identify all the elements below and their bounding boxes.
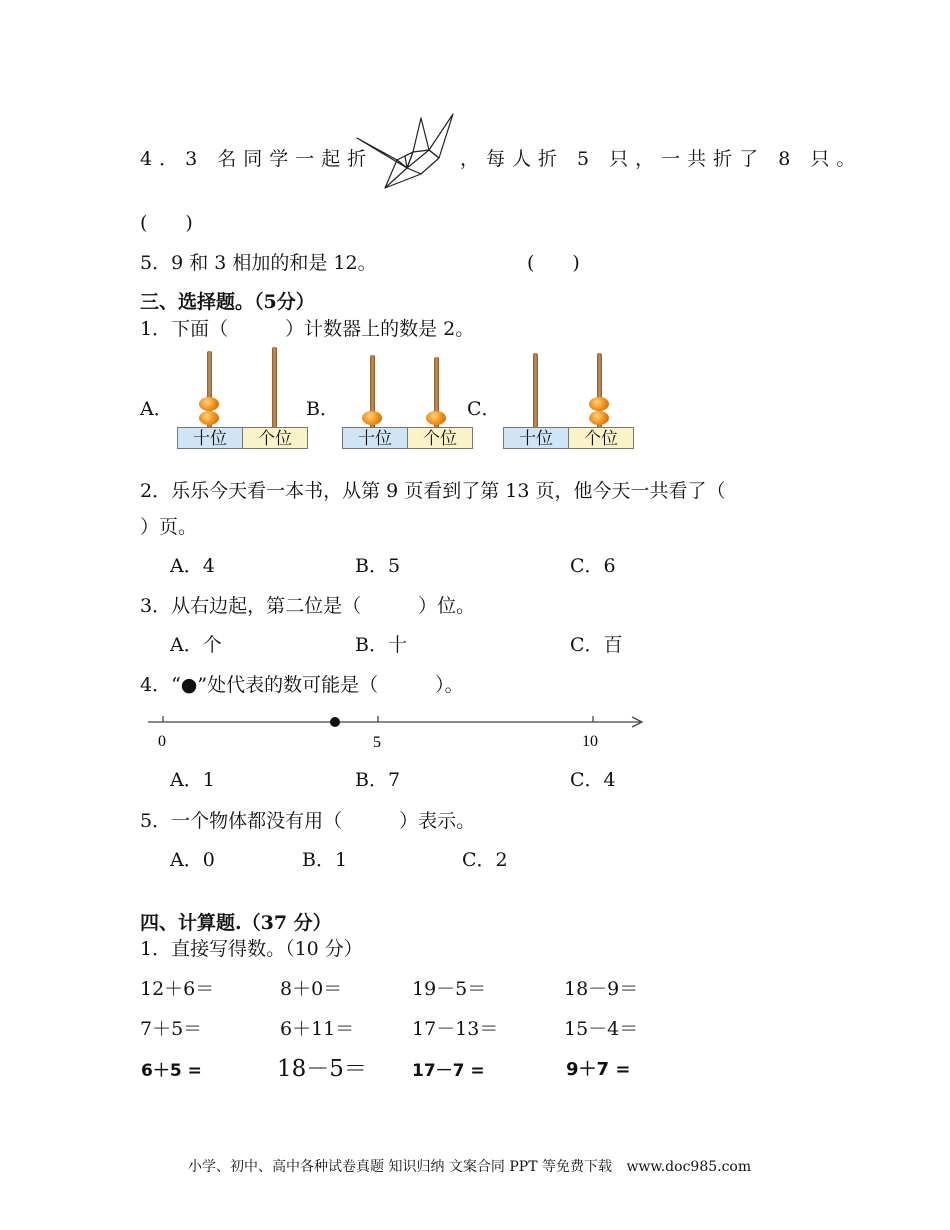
footer-bar [188, 1156, 751, 1176]
number-line-dot [330, 717, 340, 727]
choice-q3-text: 3．从右边起，第二位是（ ）位。 [140, 595, 476, 617]
bead [589, 411, 609, 425]
choice-q3-option-a[interactable]: A．个 [170, 634, 222, 656]
tens-label: 十位 [503, 427, 569, 449]
choice-q5-text: 5．一个物体都没有用（ ）表示。 [140, 810, 476, 832]
ones-label: 个位 [568, 427, 634, 449]
footer-url[interactable]: www.doc985.com [626, 1159, 752, 1175]
calc-heading: 四、计算题.（37 分） [140, 912, 332, 934]
choice-q4-option-c[interactable]: C．4 [570, 769, 616, 791]
paper-crane-icon [355, 110, 455, 190]
calc-r1-c2: 8＋0＝ [280, 978, 343, 1000]
calc-sub1: 1．直接写得数。（10 分） [140, 938, 363, 960]
tick-label-5: 5 [373, 734, 381, 751]
abacus-option-c[interactable] [503, 345, 635, 451]
tens-rod [533, 353, 538, 429]
bead [362, 411, 382, 425]
choice-q5-option-b[interactable]: B．1 [302, 849, 348, 871]
tens-label: 十位 [342, 427, 408, 449]
choice-q2-option-b[interactable]: B．5 [355, 555, 401, 577]
choice-q5-option-c[interactable]: C．2 [462, 849, 508, 871]
choice-q1-option-a-label[interactable]: A． [140, 398, 173, 420]
choice-q1-option-c-label[interactable]: C． [467, 398, 501, 420]
choice-q2-option-a[interactable]: A．4 [170, 555, 215, 577]
choice-q2-option-c[interactable]: C．6 [570, 555, 616, 577]
calc-r1-c4: 18－9＝ [564, 978, 639, 1000]
judge-q4-part1: 4．3 名同学一起折 [140, 148, 374, 170]
judge-q5-text: 5．9 和 3 相加的和是 12。 [140, 252, 377, 274]
choice-q3-option-c[interactable]: C．百 [570, 634, 623, 656]
ones-label: 个位 [407, 427, 473, 449]
calc-r3-c2: 18－5＝ [277, 1056, 367, 1082]
bead [589, 397, 609, 411]
choice-q4-text: 4．“●”处代表的数可能是（ ）。 [140, 674, 464, 696]
choice-q1-option-b-label[interactable]: B． [306, 398, 339, 420]
choice-q2-line2: ）页。 [140, 516, 198, 538]
bead [426, 411, 446, 425]
calc-r3-c4: 9＋7 = [566, 1059, 631, 1080]
choice-q1-text: 1．下面（ ）计数器上的数是 2。 [140, 318, 475, 340]
tick-label-0: 0 [158, 733, 166, 750]
bead [199, 397, 219, 411]
judge-q5-answer-bracket[interactable]: ( ) [527, 252, 580, 274]
tens-label: 十位 [177, 427, 243, 449]
calc-r1-c3: 19－5＝ [412, 978, 487, 1000]
number-line [145, 708, 650, 754]
choice-heading: 三、选择题。（5分） [140, 291, 315, 313]
choice-q5-option-a[interactable]: A．0 [170, 849, 215, 871]
calc-r3-c3: 17－7 = [412, 1061, 485, 1081]
calc-r2-c1: 7＋5＝ [140, 1018, 203, 1040]
ones-rod [272, 347, 277, 429]
calc-r2-c4: 15－4＝ [564, 1018, 639, 1040]
choice-q3-option-b[interactable]: B．十 [355, 634, 407, 656]
judge-q4-part2: ，每人折 5 只，一共折了 8 只。 [460, 148, 863, 170]
calc-r2-c2: 6＋11＝ [280, 1018, 355, 1040]
calc-r2-c3: 17－13＝ [412, 1018, 499, 1040]
ones-label: 个位 [242, 427, 308, 449]
calc-r1-c1: 12＋6＝ [140, 978, 215, 1000]
choice-q4-option-a[interactable]: A．1 [170, 769, 215, 791]
choice-q4-option-b[interactable]: B．7 [355, 769, 401, 791]
calc-r3-c1: 6＋5 = [141, 1061, 202, 1081]
abacus-option-b[interactable] [342, 345, 474, 451]
footer-text: 小学、初中、高中各种试卷真题 知识归纳 文案合同 PPT 等免费下载 [188, 1159, 612, 1175]
tick-label-10: 10 [582, 733, 598, 750]
abacus-option-a[interactable] [177, 345, 309, 451]
judge-q4-answer-bracket[interactable]: ( ) [140, 212, 193, 234]
choice-q2-line1: 2．乐乐今天看一本书，从第 9 页看到了第 13 页，他今天一共看了（ [140, 480, 726, 502]
bead [199, 411, 219, 425]
